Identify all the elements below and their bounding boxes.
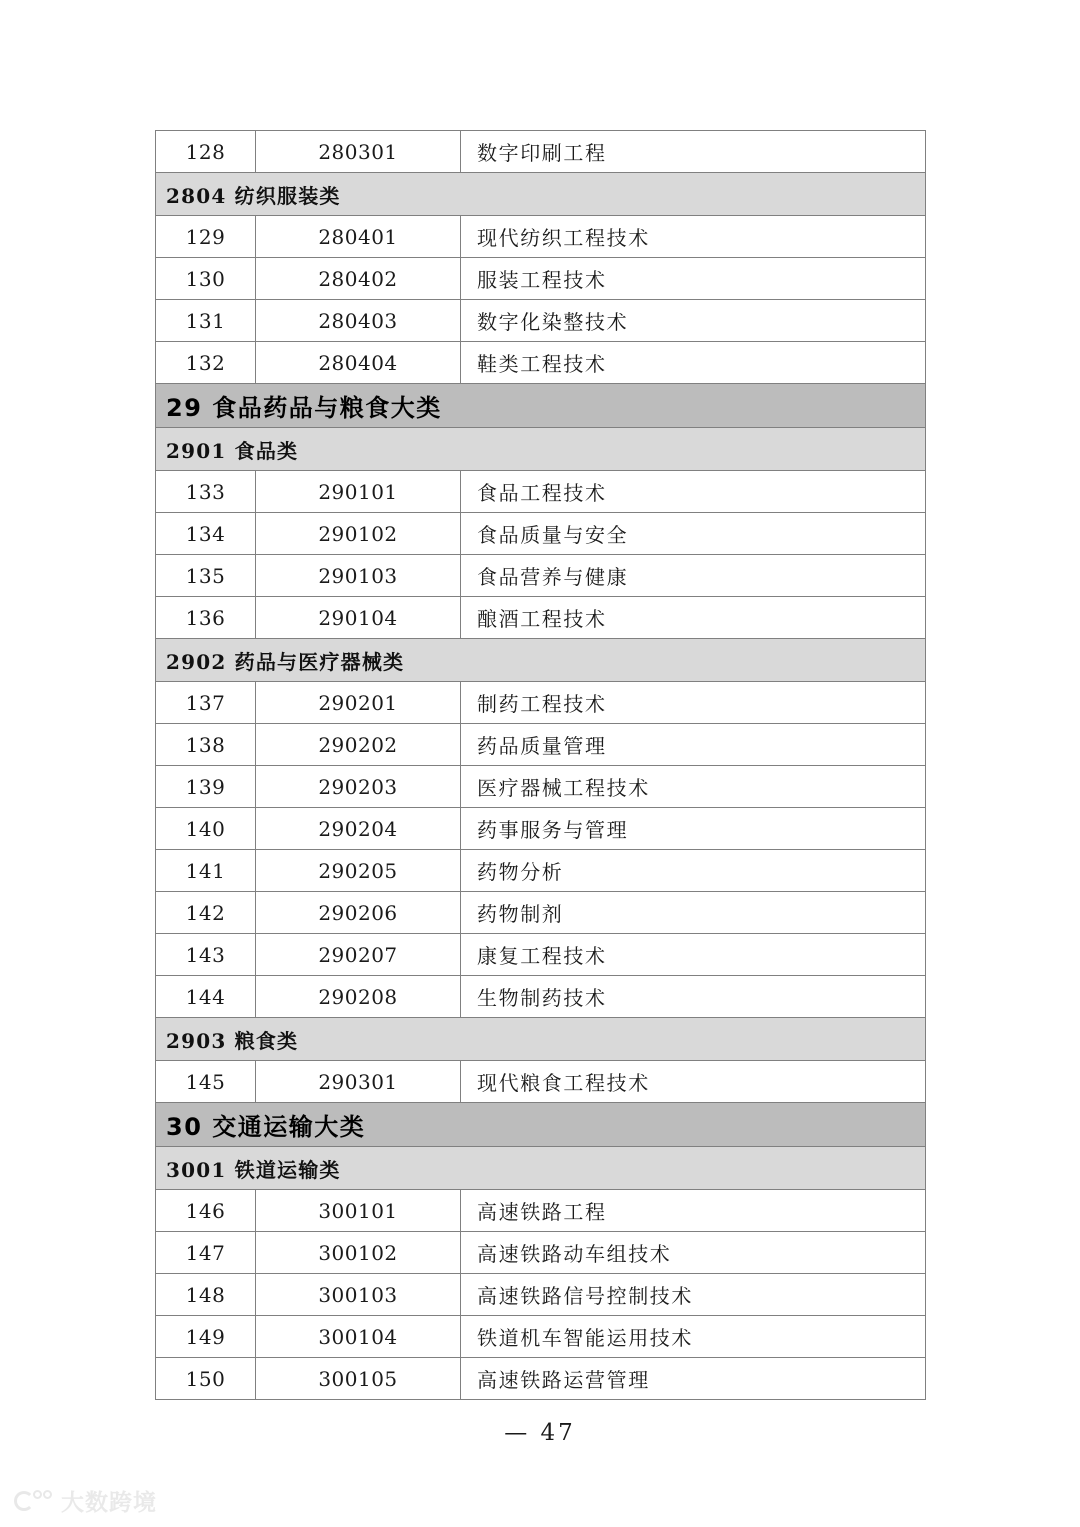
cell-specialty-code: 290208: [256, 976, 461, 1018]
sub-category-label: 2903 粮食类: [156, 1018, 926, 1061]
cell-specialty-code: 290205: [256, 850, 461, 892]
cell-specialty-code: 300101: [256, 1190, 461, 1232]
cell-specialty-name: 医疗器械工程技术: [461, 766, 926, 808]
cell-sequence: 149: [156, 1316, 256, 1358]
cell-specialty-name: 数字印刷工程: [461, 131, 926, 173]
cell-sequence: 136: [156, 597, 256, 639]
major-category-header-row: [156, 384, 926, 428]
table-row: [156, 258, 926, 300]
cell-sequence: 142: [156, 892, 256, 934]
cell-specialty-code: 290104: [256, 597, 461, 639]
cell-specialty-code: 300105: [256, 1358, 461, 1400]
cell-specialty-code: 290204: [256, 808, 461, 850]
table-row: [156, 216, 926, 258]
cell-sequence: 148: [156, 1274, 256, 1316]
table-row: [156, 597, 926, 639]
cell-specialty-name: 酿酒工程技术: [461, 597, 926, 639]
cell-specialty-name: 康复工程技术: [461, 934, 926, 976]
cell-sequence: 144: [156, 976, 256, 1018]
sub-category-header-row: [156, 173, 926, 216]
cell-specialty-code: 300104: [256, 1316, 461, 1358]
table-row: [156, 1190, 926, 1232]
cell-specialty-name: 鞋类工程技术: [461, 342, 926, 384]
cell-sequence: 141: [156, 850, 256, 892]
sub-category-header-row: [156, 1018, 926, 1061]
cell-specialty-code: 300102: [256, 1232, 461, 1274]
table-row: [156, 934, 926, 976]
table-row: [156, 471, 926, 513]
cell-specialty-name: 制药工程技术: [461, 682, 926, 724]
cell-sequence: 143: [156, 934, 256, 976]
table-row: [156, 1316, 926, 1358]
watermark-label: 大数跨境: [61, 1490, 157, 1516]
table-row: [156, 766, 926, 808]
sub-category-header-row: [156, 428, 926, 471]
table-row: [156, 850, 926, 892]
cell-sequence: 150: [156, 1358, 256, 1400]
cell-sequence: 145: [156, 1061, 256, 1103]
circle-dots-logo-icon: [14, 1488, 54, 1514]
cell-sequence: 139: [156, 766, 256, 808]
cell-specialty-name: 数字化染整技术: [461, 300, 926, 342]
cell-specialty-code: 280401: [256, 216, 461, 258]
cell-sequence: 137: [156, 682, 256, 724]
table-row: [156, 555, 926, 597]
cell-specialty-name: 食品营养与健康: [461, 555, 926, 597]
table-row: [156, 300, 926, 342]
cell-sequence: 146: [156, 1190, 256, 1232]
cell-sequence: 140: [156, 808, 256, 850]
cell-specialty-name: 现代粮食工程技术: [461, 1061, 926, 1103]
cell-specialty-name: 高速铁路工程: [461, 1190, 926, 1232]
cell-sequence: 130: [156, 258, 256, 300]
cell-sequence: 135: [156, 555, 256, 597]
cell-specialty-name: 现代纺织工程技术: [461, 216, 926, 258]
cell-specialty-code: 290101: [256, 471, 461, 513]
cell-specialty-name: 高速铁路动车组技术: [461, 1232, 926, 1274]
major-category-label: 30 交通运输大类: [156, 1103, 926, 1147]
table-row: [156, 342, 926, 384]
cell-specialty-code: 290201: [256, 682, 461, 724]
cell-specialty-name: 高速铁路信号控制技术: [461, 1274, 926, 1316]
table-row: [156, 1232, 926, 1274]
cell-sequence: 133: [156, 471, 256, 513]
sub-category-label: 2901 食品类: [156, 428, 926, 471]
cell-specialty-code: 290207: [256, 934, 461, 976]
specialty-catalog-table: [155, 130, 926, 1400]
cell-specialty-code: 290202: [256, 724, 461, 766]
sub-category-header-row: [156, 1147, 926, 1190]
table-body: [156, 131, 926, 1400]
cell-specialty-name: 生物制药技术: [461, 976, 926, 1018]
cell-specialty-code: 300103: [256, 1274, 461, 1316]
sub-category-label: 3001 铁道运输类: [156, 1147, 926, 1190]
table-row: [156, 1274, 926, 1316]
cell-specialty-name: 高速铁路运营管理: [461, 1358, 926, 1400]
table-row: [156, 976, 926, 1018]
table-row: [156, 682, 926, 724]
cell-specialty-code: 280403: [256, 300, 461, 342]
sub-category-label: 2902 药品与医疗器械类: [156, 639, 926, 682]
cell-sequence: 128: [156, 131, 256, 173]
major-category-header-row: [156, 1103, 926, 1147]
cell-specialty-name: 药物分析: [461, 850, 926, 892]
cell-specialty-name: 食品工程技术: [461, 471, 926, 513]
cell-specialty-name: 食品质量与安全: [461, 513, 926, 555]
sub-category-header-row: [156, 639, 926, 682]
watermark: [14, 1484, 157, 1517]
cell-specialty-code: 290301: [256, 1061, 461, 1103]
table-row: [156, 892, 926, 934]
cell-sequence: 132: [156, 342, 256, 384]
major-category-label: 29 食品药品与粮食大类: [156, 384, 926, 428]
cell-sequence: 147: [156, 1232, 256, 1274]
cell-specialty-name: 药事服务与管理: [461, 808, 926, 850]
cell-sequence: 134: [156, 513, 256, 555]
table-row: [156, 513, 926, 555]
cell-specialty-name: 药物制剂: [461, 892, 926, 934]
cell-specialty-code: 290206: [256, 892, 461, 934]
cell-specialty-name: 服装工程技术: [461, 258, 926, 300]
table-row: [156, 131, 926, 173]
sub-category-label: 2804 纺织服装类: [156, 173, 926, 216]
cell-specialty-code: 280402: [256, 258, 461, 300]
page-number: — 47: [504, 1420, 576, 1446]
cell-specialty-code: 280404: [256, 342, 461, 384]
cell-specialty-code: 280301: [256, 131, 461, 173]
cell-specialty-code: 290103: [256, 555, 461, 597]
table-row: [156, 1061, 926, 1103]
table-row: [156, 1358, 926, 1400]
cell-specialty-code: 290102: [256, 513, 461, 555]
cell-specialty-name: 药品质量管理: [461, 724, 926, 766]
table-row: [156, 724, 926, 766]
cell-sequence: 138: [156, 724, 256, 766]
table-row: [156, 808, 926, 850]
cell-specialty-code: 290203: [256, 766, 461, 808]
cell-specialty-name: 铁道机车智能运用技术: [461, 1316, 926, 1358]
cell-sequence: 129: [156, 216, 256, 258]
cell-sequence: 131: [156, 300, 256, 342]
